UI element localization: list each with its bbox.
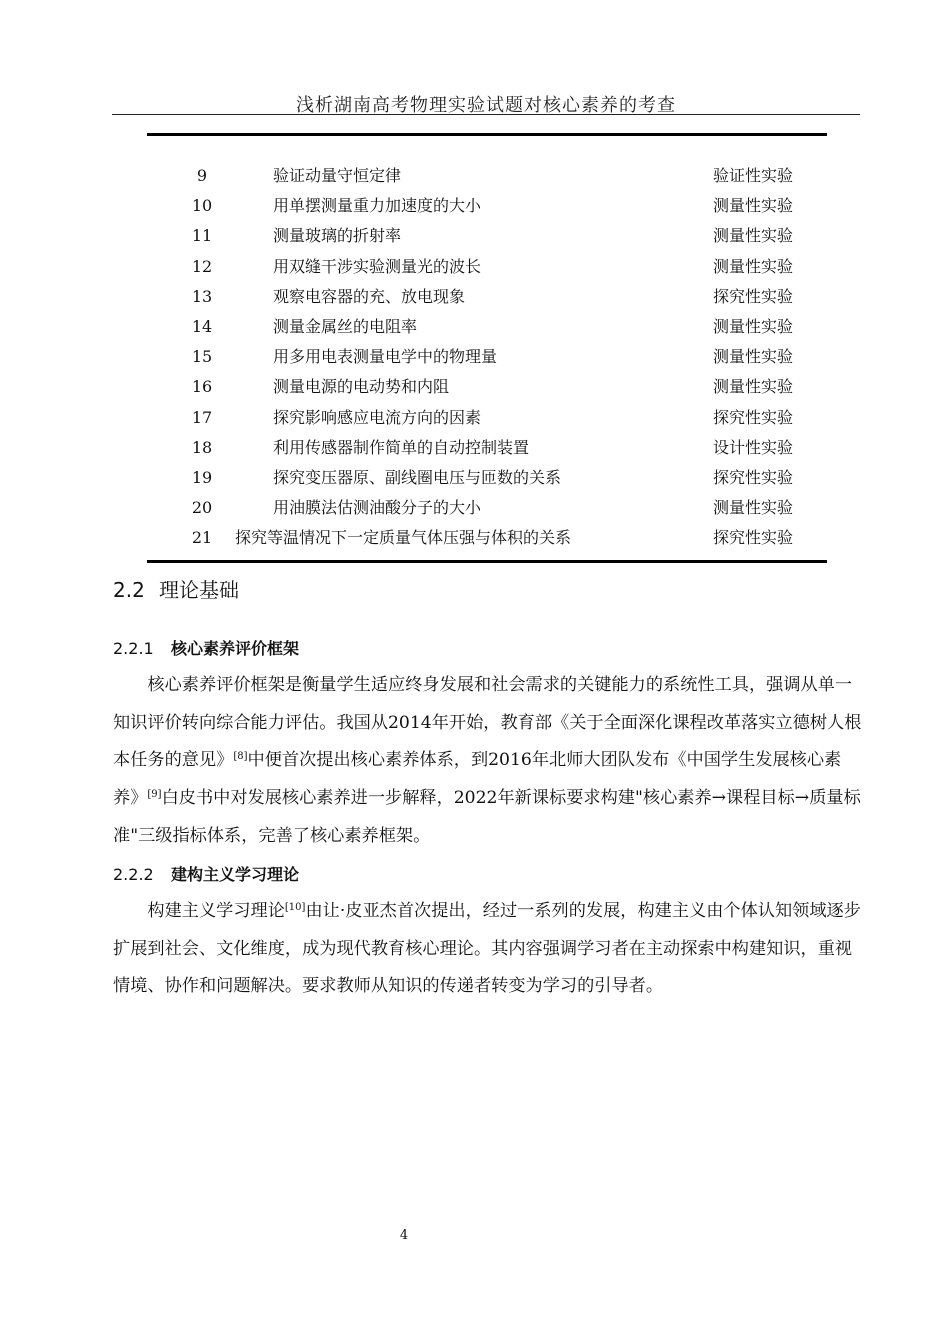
experiment-type: 探究性实验 bbox=[713, 407, 794, 427]
section-number: 2.2 bbox=[113, 578, 145, 602]
experiment-name: 测量金属丝的电阻率 bbox=[273, 316, 418, 336]
header-rule bbox=[112, 114, 860, 115]
table-row bbox=[147, 252, 827, 282]
experiment-name: 利用传感器制作简单的自动控制装置 bbox=[273, 437, 530, 457]
experiment-type: 测量性实验 bbox=[713, 256, 794, 276]
experiment-name: 探究等温情况下一定质量气体压强与体积的关系 bbox=[235, 528, 572, 548]
table-row bbox=[147, 523, 827, 553]
subsection-number: 2.2.2 bbox=[113, 865, 154, 884]
section-heading bbox=[113, 574, 239, 603]
experiment-type: 测量性实验 bbox=[713, 498, 794, 518]
experiment-type: 测量性实验 bbox=[713, 347, 794, 367]
running-header: 浅析湖南高考物理实验试题对核心素养的考查 bbox=[296, 95, 676, 116]
citation-ref: [8] bbox=[233, 751, 248, 763]
row-number: 9 bbox=[196, 166, 208, 185]
paragraph-text: 核心素养评价框架是衡量学生适应终身发展和社会需求的关键能力的系统性工具，强调从单一知识评价转向综合能力评估。我国从2014年开始，教育部《关于全面深化课程改革落实立德树人根本任务的意见》 bbox=[113, 675, 862, 771]
subsection-heading bbox=[113, 636, 299, 659]
row-number: 12 bbox=[191, 256, 213, 276]
experiment-name: 验证动量守恒定律 bbox=[273, 166, 402, 185]
experiment-type: 探究性实验 bbox=[713, 467, 794, 487]
paragraph-text: 构建主义学习理论 bbox=[147, 901, 285, 921]
subsection-title: 建构主义学习理论 bbox=[171, 865, 300, 884]
row-number: 18 bbox=[191, 437, 213, 457]
table-row bbox=[147, 342, 827, 372]
row-number: 14 bbox=[191, 316, 213, 336]
experiment-type: 设计性实验 bbox=[713, 437, 794, 457]
experiment-name: 探究变压器原、副线圈电压与匝数的关系 bbox=[273, 467, 562, 487]
table-row bbox=[147, 282, 827, 312]
experiment-name: 用双缝干涉实验测量光的波长 bbox=[273, 256, 482, 276]
subsection-title: 核心素养评价框架 bbox=[171, 639, 300, 658]
experiment-type: 探究性实验 bbox=[713, 286, 794, 306]
experiment-name: 用多用电表测量电学中的物理量 bbox=[273, 347, 498, 367]
row-number: 21 bbox=[191, 528, 213, 548]
page-number: 4 bbox=[399, 1228, 409, 1243]
row-number: 20 bbox=[191, 498, 213, 518]
section-title: 理论基础 bbox=[159, 578, 239, 602]
experiment-type: 测量性实验 bbox=[713, 196, 794, 216]
table-row bbox=[147, 191, 827, 221]
experiment-name: 用油膜法估测油酸分子的大小 bbox=[273, 498, 482, 518]
experiment-type: 测量性实验 bbox=[713, 316, 794, 336]
table-row bbox=[147, 221, 827, 251]
row-number: 10 bbox=[191, 196, 213, 216]
experiment-name: 测量电源的电动势和内阻 bbox=[273, 377, 450, 397]
subsection-heading bbox=[113, 862, 299, 885]
table-row bbox=[147, 463, 827, 493]
row-number: 15 bbox=[191, 347, 213, 367]
subsection-number: 2.2.1 bbox=[113, 639, 154, 658]
experiment-name: 观察电容器的充、放电现象 bbox=[273, 286, 466, 306]
experiment-table bbox=[147, 161, 827, 553]
experiment-type: 测量性实验 bbox=[713, 226, 794, 246]
paragraph bbox=[113, 893, 865, 1006]
table-top-rule bbox=[147, 133, 827, 136]
citation-ref: [10] bbox=[284, 902, 306, 913]
row-number: 19 bbox=[191, 467, 213, 487]
paragraph bbox=[113, 667, 865, 856]
table-row bbox=[147, 433, 827, 463]
experiment-type: 验证性实验 bbox=[713, 166, 794, 185]
paragraph-text: 由让·皮亚杰首次提出，经过一系列的发展，构建主义由个体认知领域逐步扩展到社会、文化维度，成为现代教育核心理论。其内容强调学习者在主动探索中构建知识，重视情境、协作和问题解决。要求教师从知识的传递者转变为学习的引导者。 bbox=[113, 901, 861, 997]
table-row bbox=[147, 403, 827, 433]
table-row bbox=[147, 312, 827, 342]
experiment-name: 用单摆测量重力加速度的大小 bbox=[273, 196, 482, 216]
experiment-name: 测量玻璃的折射率 bbox=[273, 226, 402, 246]
row-number: 17 bbox=[191, 407, 213, 427]
row-number: 13 bbox=[191, 286, 213, 306]
row-number: 11 bbox=[191, 226, 213, 246]
paragraph-text: 白皮书中对发展核心素养进一步解释，2022年新课标要求构建"核心素养→课程目标→质量标准"三级指标体系，完善了核心素养框架。 bbox=[113, 788, 861, 846]
citation-ref: [9] bbox=[147, 789, 162, 801]
table-bottom-rule bbox=[147, 560, 827, 563]
table-row bbox=[147, 372, 827, 402]
experiment-type: 测量性实验 bbox=[713, 377, 794, 397]
row-number: 16 bbox=[191, 377, 213, 397]
table-row bbox=[147, 493, 827, 523]
paragraph-text: 中便首次提出核心素养体系，到2016年北师大团队发布《中国学生发展核心素养》 bbox=[113, 750, 842, 809]
table-row bbox=[147, 161, 827, 191]
experiment-name: 探究影响感应电流方向的因素 bbox=[273, 407, 482, 427]
experiment-type: 探究性实验 bbox=[713, 528, 794, 548]
